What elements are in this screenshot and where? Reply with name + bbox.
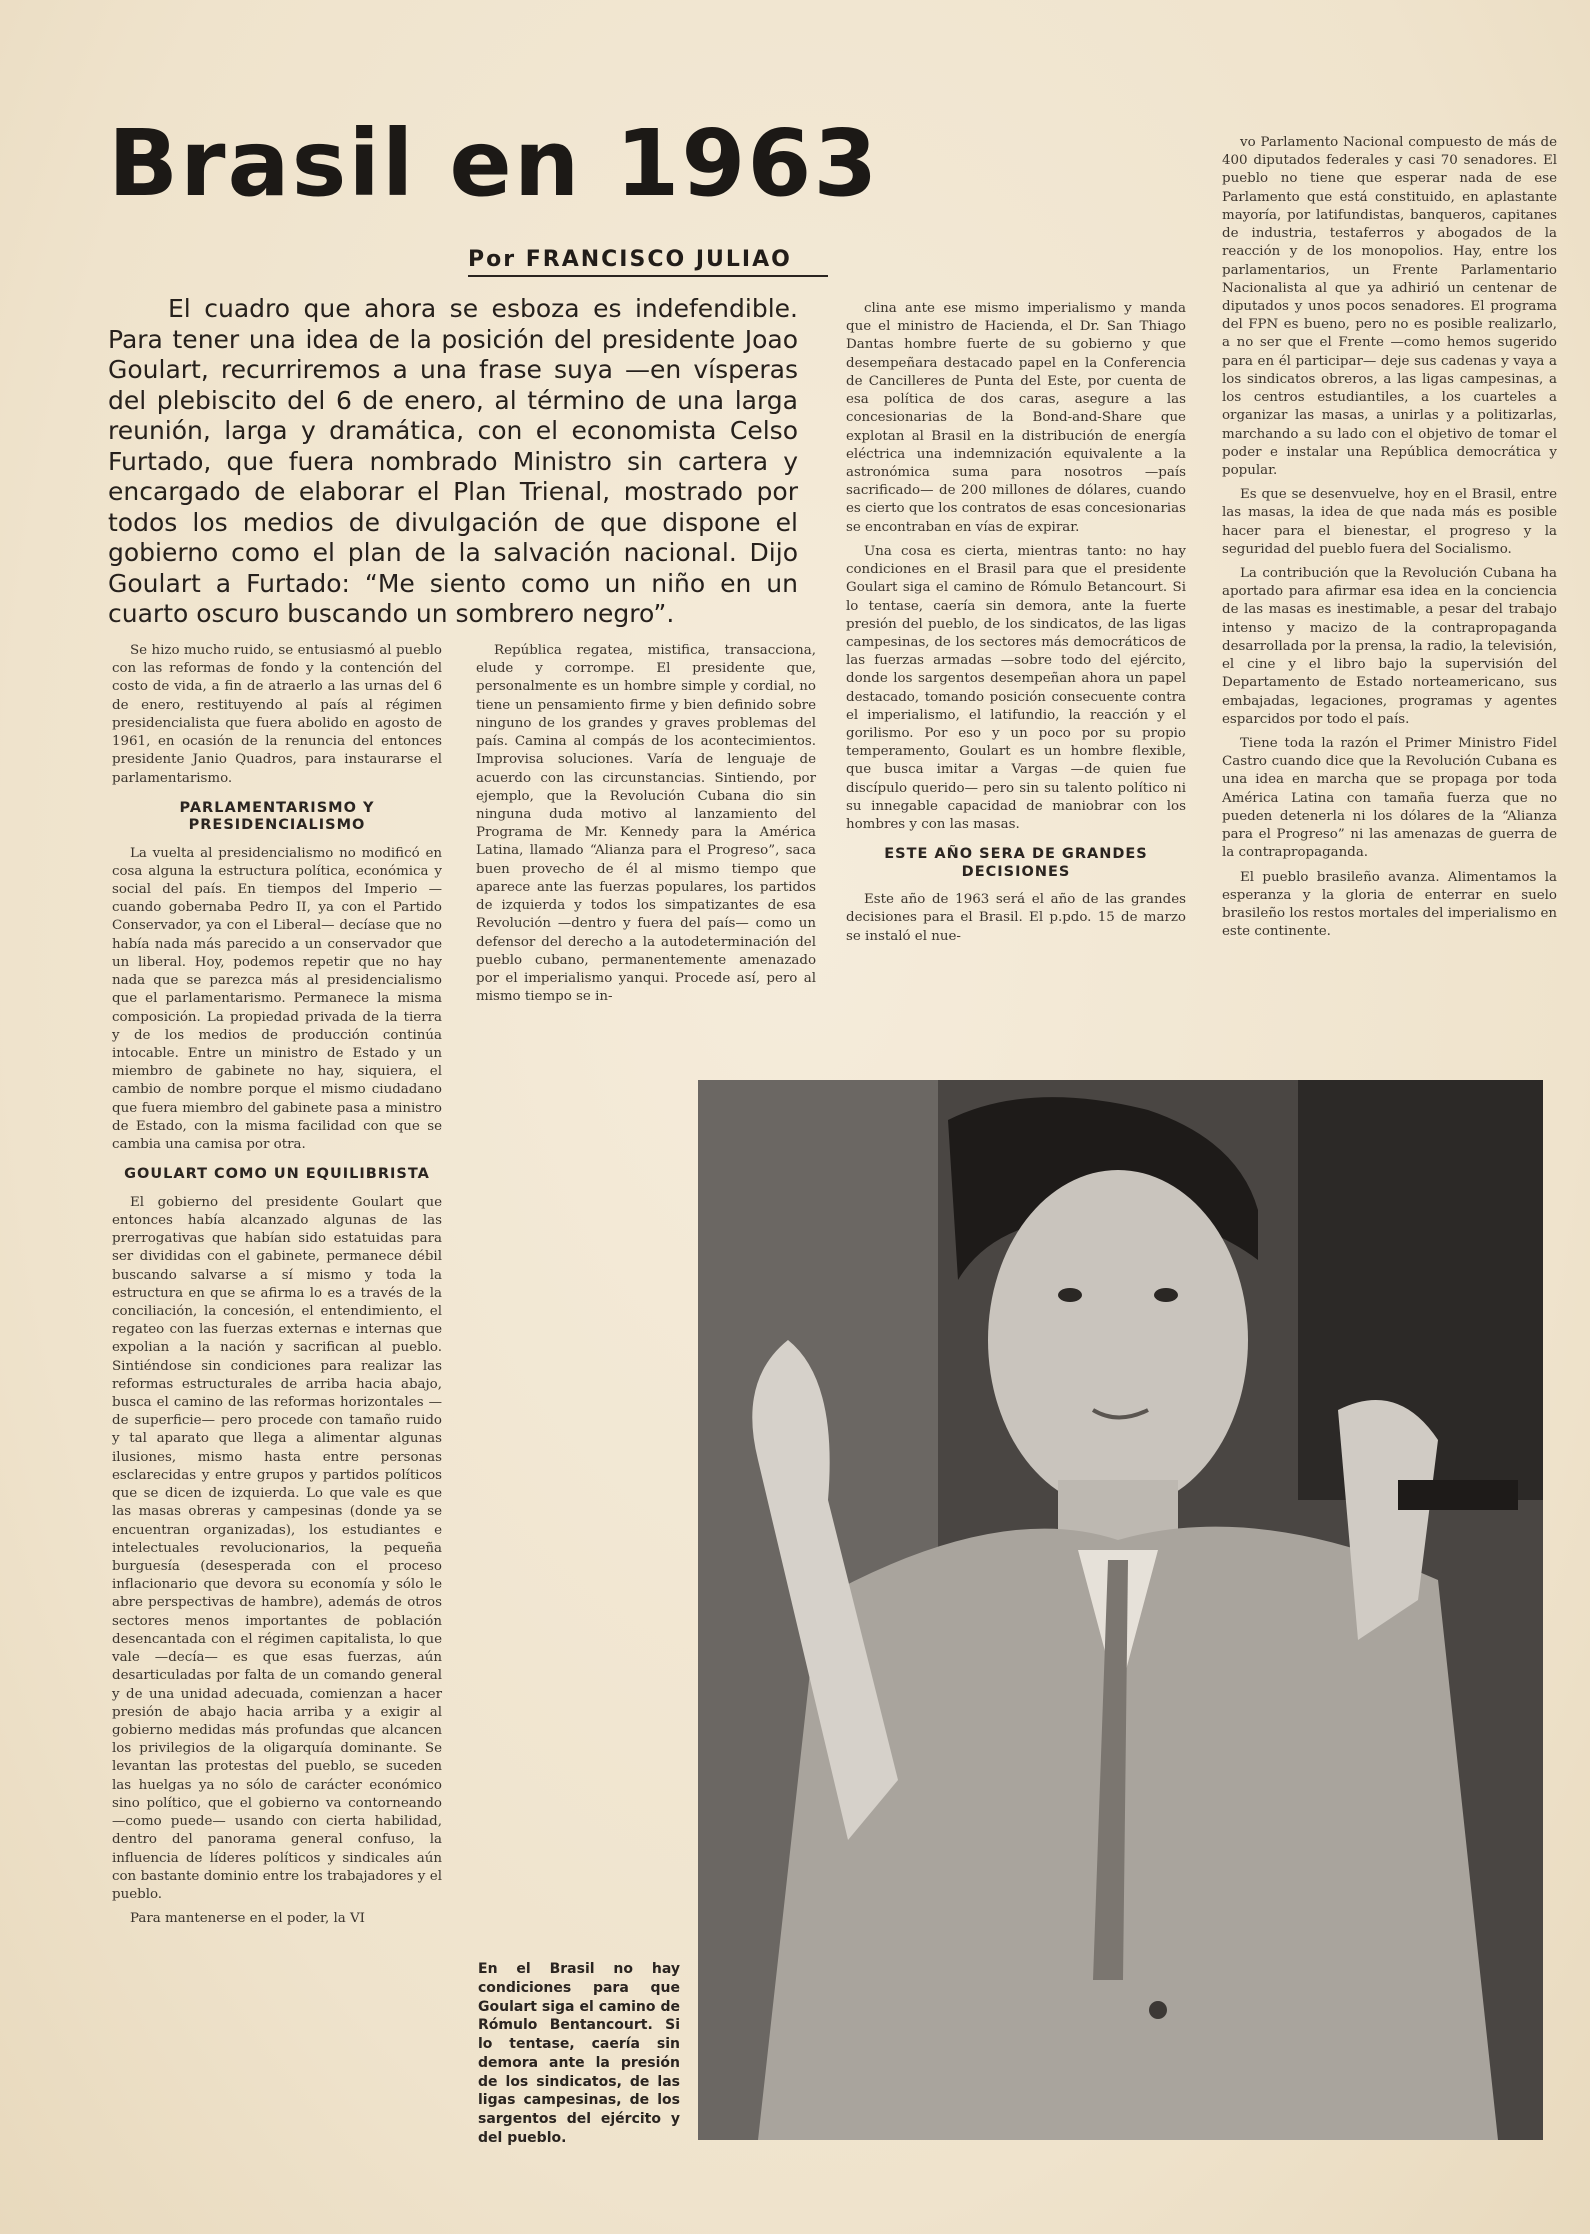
paragraph: vo Parlamento Nacional compuesto de más de 400 diputados federales y casi 70 senadores. El pueblo no tiene que esperar nada de ese Parlamento que está constituido, en aplastante mayoría, por latifundistas, banqueros, capitanes de industria, testaferros y abogados de la reacción y de los monopolios. Hay, entre los parlamentarios, un Frente Parlamentario Nacionalista al que ya adhirió un centenar de diputados y unos pocos senadores. El programa del FPN es bueno, pero no es posible realizarlo, a no ser que el Frente —como hemos sugerido para en él participar— deje sus cadenas y vaya a los sindicatos obreros, a las ligas campesinas, a los centros estudiantiles, a los cuarteles a organizar las masas, a unirlas y a politizarlas, marchando a su lado con el objetivo de tomar el poder e instalar una República democrática y popular. (1222, 135, 1557, 478)
column-3 (846, 300, 1186, 952)
headline: Brasil en 1963 (108, 110, 880, 217)
lede-paragraph: El cuadro que ahora se esboza es indefendible. Para tener una idea de la posición del presidente Joao Goulart, recurriremos a una frase suya —en vísperas del plebiscito del 6 de enero, al término de una larga reunión, larga y dramática, con el economista Celso Furtado, que fuera nombrado Ministro sin cartera y encargado de elaborar el Plan Trienal, mostrado por todos los medios de divulgación de que dispone el gobierno como el plan de la salvación nacional. Dijo Goulart a Furtado: “Me siento como un niño en un cuarto oscuro buscando un sombrero negro”. (108, 294, 798, 628)
byline: Por FRANCISCO JULIAO (468, 247, 828, 277)
column-4 (1222, 134, 1557, 947)
paragraph: República regatea, mistifica, transacciona, elude y corrompe. El presidente que, personalmente es un hombre simple y cordial, no tiene un pensamiento firme y bien definido sobre ninguno de los grandes y graves problemas del país. Camina al compás de los acontecimientos. Improvisa soluciones. Varía de lenguaje de acuerdo con las circunstancias. Sintiendo, por ejemplo, que la Revolución Cubana dio sin ninguna duda motivo al lanzamiento del Programa de Mr. Kennedy para la América Latina, llamado “Alianza para el Progreso”, saca buen provecho de él al mismo tiempo que aparece ante las fuerzas populares, los partidos de izquierda y todos los simpatizantes de esa Revolución —dentro y fuera del país— como un defensor del derecho a la autodeterminación del pueblo cubano, permanentemente amenazado por el imperialismo yanqui. Procede así, pero al mismo tiempo se in- (476, 643, 816, 1005)
portrait-illustration (698, 1080, 1543, 2140)
paragraph: clina ante ese mismo imperialismo y manda que el ministro de Hacienda, el Dr. San Thiago Dantas hombre fuerte de su gobierno y que desempeñara destacado papel en la Conferencia de Cancilleres de Punta del Este, por cuenta de esa política de dos caras, asegure a las concesionarias de la Bond-and-Share que explotan al Brasil en la distribución de energía eléctrica una indemnización equivalente a la astronómica suma para nosotros —país sacrificado— de 200 millones de dólares, cuando es cierto que los contratos de esas concesionarias se encontraban en vías de expirar. (846, 301, 1186, 535)
paragraph: Se hizo mucho ruido, se entusiasmó al pueblo con las reformas de fondo y la contención del costo de vida, a fin de atraerlo a las urnas del 6 de enero, restituyendo al país al régimen presidencialista que fuera abolido en agosto de 1961, en ocasión de la renuncia del entonces presidente Janio Quadros, para instaurarse el parlamentarismo. (112, 643, 442, 786)
subheading-equilibrista: GOULART COMO UN EQUILIBRISTA (124, 1166, 430, 1183)
paragraph: El gobierno del presidente Goulart que entonces había alcanzado algunas de las prerrogativas que habían sido estatuidas para ser divididas con el gabinete, permanece débil buscando salvarse a sí mismo y toda la estructura en que se afirma lo es a través de la conciliación, la concesión, el entendimiento, el regateo con las fuerzas externas e internas que expolian a la nación y sacrifican al pueblo. Sintiéndose sin condiciones para realizar las reformas estructurales de arriba hacia abajo, busca el camino de las reformas horizontales —de superficie— pero procede con tamaño ruido y tal aparato que llega a alimentar algunas ilusiones, mismo hasta entre personas esclarecidas y entre grupos y partidos políticos que se dicen de izquierda. Lo que vale es que las masas obreras y campesinas (donde ya se encuentran organizadas), los estudiantes e intelectuales revolucionarios, la pequeña burguesía (desesperada con el proceso inflacionario que devora su economía y sólo le abre perspectivas de hambre), además de otros sectores menos importantes de población desencantada con el régimen capitalista, lo que vale —decía— es que esas fuerzas, aún desarticuladas por falta de un comando general y de una unidad adecuada, comienzan a hacer presión de abajo hacia arriba y a exigir al gobierno medidas más profundas que alcancen los privilegios de la oligarquía dominante. Se levantan las protestas del pueblo, se suceden las huelgas ya no sólo de carácter económico sino político, que el gobierno va contorneando —como puede— usando con cierta habilidad, dentro del panorama general confuso, la influencia de líderes políticos y sindicales aún con bastante dominio entre los trabajadores y el pueblo. (112, 1194, 442, 1902)
subheading-parlamentarismo: PARLAMENTARISMO Y PRESIDENCIALISMO (179, 799, 375, 834)
paragraph: Tiene toda la razón el Primer Ministro Fidel Castro cuando dice que la Revolución Cubana es una idea en marcha que se propaga por toda América Latina con tamaña fuerza que no pueden detenerla ni los dólares de la “Alianza para el Progreso” ni las amenazas de guerra de la contrapropaganda. (1222, 736, 1557, 861)
paragraph: Es que se desenvuelve, hoy en el Brasil, entre las masas, la idea de que nada más es posible hacer para el bienestar, el progreso y la seguridad del pueblo fuera del Socialismo. (1222, 487, 1557, 557)
paragraph: Una cosa es cierta, mientras tanto: no hay condiciones en el Brasil para que el presidente Goulart siga el camino de Rómulo Betancourt. Si lo tentase, caería sin demora, ante la fuerte presión del pueblo, de los sindicatos, de las ligas campesinas, de los sectores más democráticos de las fuerzas armadas —sobre todo del ejército, donde los sargentos desempeñan ahora un papel destacado, tomando posición consecuente contra el imperialismo, el latifundio, la reacción y el gorilismo. Por eso y un poco por su propio temperamento, Goulart es un hombre flexible, que busca imitar a Vargas —de quien fue discípulo querido— pero sin su talento político ni su innegable capacidad de maniobrar con los hombres y con las masas. (846, 543, 1186, 833)
goulart-photo (698, 1080, 1543, 2140)
subheading-decisiones: ESTE AÑO SERA DE GRANDES DECISIONES (884, 846, 1148, 880)
paragraph: La vuelta al presidencialismo no modificó en cosa alguna la estructura política, económica y social del país. En tiempos del Imperio —cuando gobernaba Pedro II, ya con el Partido Conservador, ya con el Liberal— decíase que no había nada más parecido a un conservador que un liberal. Hoy, podemos repetir que no hay nada que se parezca más al presidencialismo que el parlamentarismo. Permanece la misma composición. La propiedad privada de la tierra y de los medios de producción continúa intocable. Entre un ministro de Estado y un miembro de gabinete no hay, siquiera, el cambio de nombre porque el mismo ciudadano que fuera miembro del gabinete pasa a ministro de Estado, con la misma facilidad con que se cambia una camisa por otra. (112, 845, 442, 1153)
paragraph: Para mantenerse en el poder, la VI (130, 1911, 365, 1927)
paragraph: Este año de 1963 será el año de las grandes decisiones para el Brasil. El p.pdo. 15 de marzo se instaló el nue- (846, 892, 1186, 944)
column-2 (476, 642, 816, 1012)
paragraph: La contribución que la Revolución Cubana ha aportado para afirmar esa idea en la conciencia de las masas es inestimable, a pesar del trabajo intenso y macizo de la contrapropaganda desarrollada por la prensa, la radio, la televisión, el cine y el libro bajo la supervisión del Departamento de Estado norteamericano, sus embajadas, legaciones, programas y agentes esparcidos por todo el país. (1222, 566, 1557, 727)
column-1-intro (112, 642, 442, 1934)
paragraph: El pueblo brasileño avanza. Alimentamos la esperanza y la gloria de enterrar en suelo brasileño los restos mortales del imperialismo en este continente. (1222, 869, 1557, 940)
photo-caption: En el Brasil no hay condiciones para que Goulart siga el camino de Rómulo Bentancourt. Si lo tentase, caería sin demora ante la presión de los sindicatos, de las ligas campesinas, de los sargentos del ejército y del pueblo. (478, 1961, 680, 2146)
